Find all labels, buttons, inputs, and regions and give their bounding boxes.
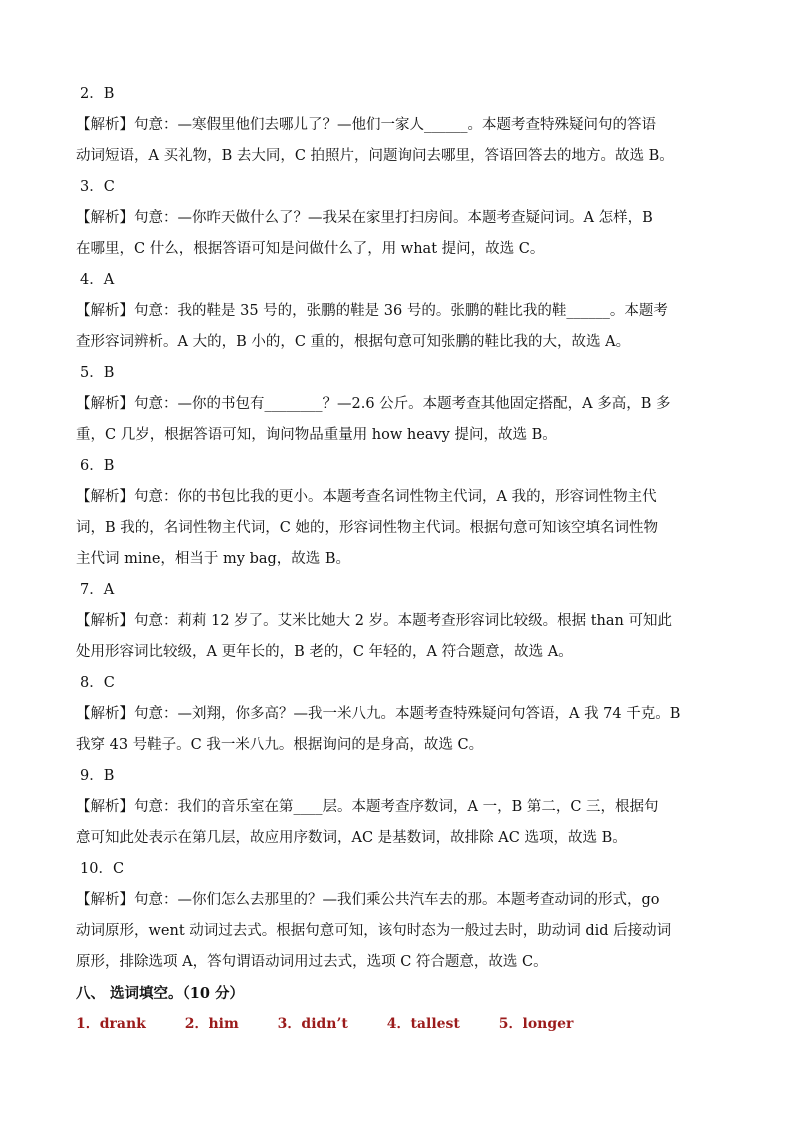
explanation-line: 【解析】句意：—你昨天做什么了？—我呆在家里打扫房间。本题考查疑问词。A 怎样，B bbox=[76, 210, 653, 226]
explanation-line: 【解析】句意：你的书包比我的更小。本题考查名词性物主代词，A 我的，形容词性物主代 bbox=[76, 489, 657, 505]
answer-number: 8．C bbox=[80, 675, 115, 691]
explanation-line: 我穿 43 号鞋子。C 我一米八九。根据询问的是身高，故选 C。 bbox=[76, 737, 484, 753]
answer-explanations bbox=[76, 79, 736, 1040]
explanation-line: 原形，排除选项 A，答句谓语动词用过去式，选项 C 符合题意，故选 C。 bbox=[76, 954, 548, 970]
section-heading: 八、 选词填空。（10 分） bbox=[76, 985, 245, 1002]
explanation-line: 【解析】句意：我的鞋是 35 号的，张鹏的鞋是 36 号的。张鹏的鞋比我的鞋______。本题考 bbox=[76, 303, 668, 319]
explanation-line: 查形容词辨析。A 大的，B 小的，C 重的，根据句意可知张鹏的鞋比我的大，故选 A。 bbox=[76, 334, 631, 350]
explanation-line: 处用形容词比较级，A 更年长的，B 老的，C 年轻的，A 符合题意，故选 A。 bbox=[76, 644, 573, 660]
answer-number: 3．C bbox=[80, 179, 115, 195]
explanation-line: 词，B 我的，名词性物主代词，C 她的，形容词性物主代词。根据句意可知该空填名词性物 bbox=[76, 520, 658, 536]
explanation-line: 【解析】句意：—你的书包有________？—2.6 公斤。本题考查其他固定搭配，A 多高，B 多 bbox=[76, 396, 671, 412]
explanation-line: 【解析】句意：—寒假里他们去哪儿了？—他们一家人______。本题考查特殊疑问句的答语 bbox=[76, 117, 656, 133]
answer-number: 10．C bbox=[80, 861, 125, 877]
answer-key-item: 1．drank bbox=[76, 1016, 146, 1032]
answer-key-item: 5．longer bbox=[498, 1016, 574, 1032]
answer-number: 4．A bbox=[80, 272, 115, 288]
answer-number: 5．B bbox=[80, 365, 115, 381]
explanation-line: 【解析】句意：—刘翔，你多高？—我一米八九。本题考查特殊疑问句答语，A 我 74 千克。B bbox=[76, 706, 681, 722]
answer-number: 2．B bbox=[80, 86, 115, 102]
answer-number: 6．B bbox=[80, 458, 115, 474]
explanation-line: 动词短语，A 买礼物，B 去大同，C 拍照片，问题询问去哪里，答语回答去的地方。故选 B。 bbox=[76, 148, 674, 164]
explanation-line: 主代词 mine，相当于 my bag，故选 B。 bbox=[76, 551, 351, 567]
explanation-line: 重，C 几岁，根据答语可知，询问物品重量用 how heavy 提问，故选 B。 bbox=[76, 427, 557, 443]
explanation-line: 动词原形，went 动词过去式。根据句意可知，该句时态为一般过去时，助动词 did 后接动词 bbox=[76, 923, 672, 939]
answer-number: 9．B bbox=[80, 768, 115, 784]
explanation-line: 【解析】句意：莉莉 12 岁了。艾米比她大 2 岁。本题考查形容词比较级。根据 than 可知此 bbox=[76, 613, 672, 629]
answer-number: 7．A bbox=[80, 582, 115, 598]
answer-key-item: 3．didn’t bbox=[277, 1016, 348, 1032]
answer-key-item: 4．tallest bbox=[386, 1016, 460, 1032]
answer-key-row bbox=[76, 1009, 736, 1040]
explanation-line: 意可知此处表示在第几层，故应用序数词，AC 是基数词，故排除 AC 选项，故选 B。 bbox=[76, 830, 627, 846]
answer-key-item: 2．him bbox=[184, 1016, 239, 1032]
explanation-line: 【解析】句意：我们的音乐室在第____层。本题考查序数词，A 一，B 第二，C 三，根据句 bbox=[76, 799, 659, 815]
explanation-line: 在哪里，C 什么，根据答语可知是问做什么了，用 what 提问，故选 C。 bbox=[76, 241, 545, 257]
explanation-line: 【解析】句意：—你们怎么去那里的？—我们乘公共汽车去的那。本题考查动词的形式，go bbox=[76, 892, 660, 908]
